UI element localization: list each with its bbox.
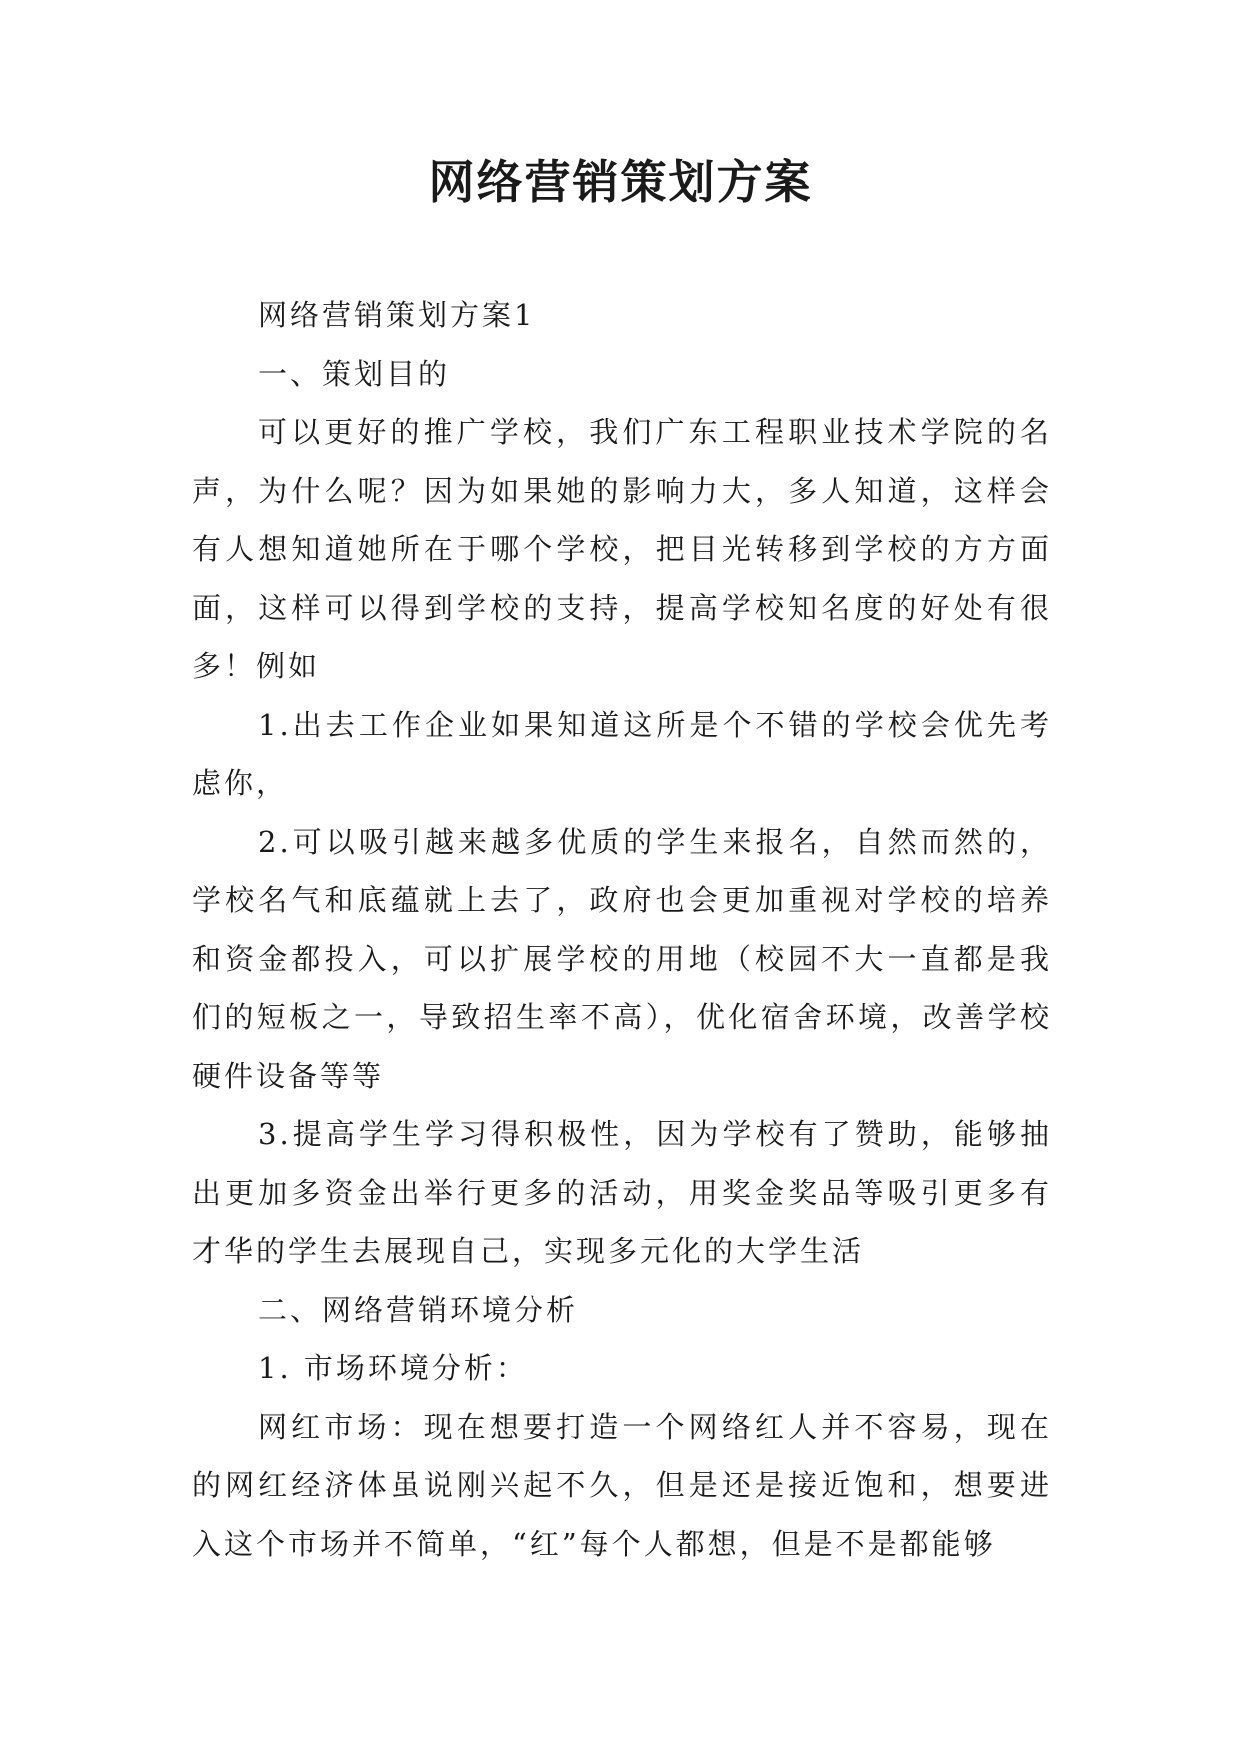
- section-heading: 网络营销策划方案1: [258, 298, 536, 332]
- subsection-heading: 1. 市场环境分析：: [258, 1351, 528, 1385]
- list-item: 1.出去工作企业如果知道这所是个不错的学校会优先考虑你，: [192, 707, 1052, 800]
- document-body: [192, 286, 1052, 1573]
- paragraph: 可以更好的推广学校，我们广东工程职业技术学院的名声，为什么呢？因为如果她的影响力大，多人知道，这样会有人想知道她所在于哪个学校，把目光转移到学校的方方面面，这样可以得到学校的支持，提高学校知名度的好处有很多！例如: [192, 415, 1052, 683]
- list-item: 3.提高学生学习得积极性，因为学校有了赞助，能够抽出更加多资金出举行更多的活动，用奖金奖品等吸引更多有才华的学生去展现自己，实现多元化的大学生活: [192, 1117, 1052, 1268]
- list-item: 2.可以吸引越来越多优质的学生来报名，自然而然的，学校名气和底蕴就上去了，政府也会更加重视对学校的培养和资金都投入，可以扩展学校的用地（校园不大一直都是我们的短板之一，导致招生率不高），优化宿舍环境，改善学校硬件设备等等: [192, 824, 1052, 1093]
- document-title: 网络营销策划方案: [428, 155, 813, 209]
- paragraph: 网红市场：现在想要打造一个网络红人并不容易，现在的网红经济体虽说刚兴起不久，但是还是接近饱和，想要进入这个市场并不简单，“红”每个人都想，但是不是都能够: [192, 1409, 1052, 1561]
- section-heading: 一、策划目的: [258, 356, 451, 391]
- section-heading: 二、网络营销环境分析: [258, 1292, 579, 1327]
